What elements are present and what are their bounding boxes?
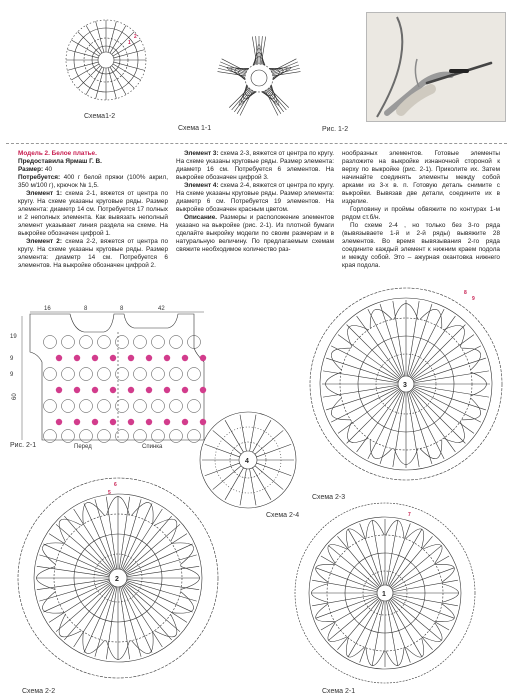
motif-4-dot <box>182 355 188 361</box>
stitch-mark <box>125 584 180 632</box>
motif-circle <box>170 368 183 381</box>
motif-4-dot <box>146 355 152 361</box>
dim-side-total: 60 <box>12 393 18 400</box>
motif-circle <box>152 336 165 349</box>
stitch-mark <box>347 390 401 444</box>
motif-4-dot <box>164 355 170 361</box>
motif-circle <box>116 368 129 381</box>
stitch-mark <box>386 520 397 585</box>
dim-side-b: 9 <box>10 356 14 362</box>
stitch-mark <box>225 420 244 452</box>
stitch-mark <box>412 389 473 434</box>
stitch-mark <box>112 66 135 89</box>
stitch-mark <box>119 587 129 659</box>
motif-circle <box>80 368 93 381</box>
motif-4-dot <box>146 419 152 425</box>
motif-circle <box>116 430 129 443</box>
stitch-mark <box>126 583 187 622</box>
motif-circle <box>44 430 57 443</box>
motif-circle <box>62 368 75 381</box>
stitch-mark <box>74 509 113 570</box>
stitch-mark <box>414 371 489 383</box>
stitch-mark <box>56 524 111 572</box>
motif-circle <box>152 430 165 443</box>
petal-arc <box>461 348 480 370</box>
schema-2-3-row-b: 9 <box>472 296 475 302</box>
stitch-mark <box>56 584 111 632</box>
stitch-mark <box>338 389 399 434</box>
stitch-mark <box>250 415 256 451</box>
motif-4-dot <box>92 355 98 361</box>
stitch-mark <box>393 392 405 467</box>
stitch-mark <box>225 468 244 500</box>
petal-arc <box>59 614 81 636</box>
stitch-mark <box>372 520 383 585</box>
stitch-mark <box>49 534 110 573</box>
schema-2-2-diagram <box>12 472 224 684</box>
stitch-mark <box>232 89 250 110</box>
schema-2-1-caption: Схема 2-1 <box>322 688 356 695</box>
motif-4-dot <box>200 355 206 361</box>
motif-circle <box>170 430 183 443</box>
petal-arc <box>461 398 480 420</box>
svg-text:1: 1 <box>128 40 131 46</box>
stitch-mark <box>256 463 291 476</box>
stitch-mark <box>255 430 283 454</box>
fig-1-2-photo <box>366 12 506 122</box>
stitch-mark <box>125 524 180 572</box>
motif-4-dot <box>74 387 80 393</box>
motif-4-dot <box>56 355 62 361</box>
stitch-mark <box>265 90 278 115</box>
motif-circle <box>80 400 93 413</box>
motif-circle <box>116 400 129 413</box>
schema-2-2-row-a: 5 <box>108 490 111 496</box>
motif-4-dot <box>200 387 206 393</box>
stitch-mark <box>123 586 162 647</box>
motif-4-dot <box>110 419 116 425</box>
stitch-mark <box>112 32 135 55</box>
dim-top-left: 16 <box>44 306 51 312</box>
schema-2-3-center: 3 <box>403 382 407 389</box>
stitch-mark <box>372 601 383 666</box>
stitch-mark <box>357 316 402 377</box>
stitch-mark <box>64 585 112 640</box>
stitch-mark <box>338 335 399 380</box>
motif-circle <box>116 336 129 349</box>
schema-2-2-row-b: 6 <box>114 482 117 488</box>
stitch-mark <box>86 67 102 95</box>
stitch-mark <box>220 62 246 73</box>
motif-circle <box>98 430 111 443</box>
motif-circle <box>188 368 201 381</box>
schema-2-3-row-a: 8 <box>464 290 467 296</box>
stitch-mark <box>124 585 172 640</box>
stitch-mark <box>78 32 101 55</box>
stitch-mark <box>323 385 398 397</box>
schema-2-3-caption: Схема 2-3 <box>312 494 346 501</box>
stitch-mark <box>272 62 298 73</box>
schema-2-2-caption: Схема 2-2 <box>22 688 56 695</box>
fig-1-2-caption: Рис. 1-2 <box>322 126 349 133</box>
petal-arc <box>406 529 424 548</box>
petal-arc <box>59 519 81 541</box>
stitch-mark <box>123 509 162 570</box>
schema-2-2-center: 2 <box>115 576 119 583</box>
stitch-mark <box>255 466 283 490</box>
stitch-mark <box>106 497 116 569</box>
schema-2-4-caption: Схема 2-4 <box>266 512 300 519</box>
motif-circle <box>98 368 111 381</box>
stitch-mark <box>323 371 398 383</box>
motif-circle <box>98 400 111 413</box>
stitch-mark <box>119 497 129 569</box>
motif-circle <box>170 400 183 413</box>
schema-1-2-diagram <box>58 12 154 108</box>
stitch-mark <box>357 390 402 451</box>
text-column-2: Элемент 3: схема 2-3, вяжется от центра по кругу. На схеме указаны круговые ряды. Размер элемента: диаметр 16 см. Потребуется 6 элементов. На выкройке обозначен цифрой 3. Элемент 4: схема 2-4, вяжется от центра по кругу. На схеме указаны круговые ряды. Размер элемента: диаметр 6 см. Потребуется 19 элементов. На выкройке обозначен красным цветом. Описание. Размеры и расположение элементов указано на выкройке (рис. 2-1). Из плотной бумаги сделайте выкройку модели по своим размерам и в натуральную величину. По предлагаемым схемам свяжите необходимое количество раз- <box>176 150 335 253</box>
motif-circle <box>80 430 93 443</box>
stitch-mark <box>412 325 466 379</box>
stitch-mark <box>240 90 253 115</box>
stitch-mark <box>126 534 187 573</box>
stitch-mark <box>393 301 405 376</box>
petal-arc <box>406 638 424 657</box>
schema-1-1-diagram <box>196 22 322 126</box>
petal-arc <box>154 519 176 541</box>
motif-circle <box>152 368 165 381</box>
stitch-mark <box>407 392 419 467</box>
petal-arc <box>154 614 176 636</box>
motif-4-dot <box>146 387 152 393</box>
stitch-mark <box>213 430 241 454</box>
stitch-mark <box>411 390 456 451</box>
front-label: Перед <box>74 444 92 450</box>
section-divider <box>6 143 507 144</box>
stitch-mark <box>49 583 110 622</box>
motif-circle <box>62 336 75 349</box>
motif-4-dot <box>92 419 98 425</box>
stitch-mark <box>37 566 109 576</box>
stitch-mark <box>205 444 240 457</box>
motif-4-dot <box>164 387 170 393</box>
dim-top-right: 42 <box>158 306 165 312</box>
schema-2-4-center: 4 <box>245 458 249 465</box>
stitch-mark <box>412 335 473 380</box>
motif-circle <box>44 336 57 349</box>
back-label: Спинка <box>142 444 163 450</box>
motif-4-dot <box>56 387 62 393</box>
stitch-mark <box>411 316 456 377</box>
motif-4-dot <box>128 355 134 361</box>
motif-circle <box>80 336 93 349</box>
petal-arc <box>331 398 350 420</box>
schema-2-1-diagram <box>290 498 480 688</box>
stitch-mark <box>234 89 250 112</box>
article-title: Модель 2. Белое платье. <box>18 150 97 157</box>
stitch-mark <box>250 469 256 505</box>
article-credit: Предоставила Ярмаш Г. В. <box>18 158 102 165</box>
motif-4-dot <box>74 419 80 425</box>
petal-arc <box>370 439 392 458</box>
motif-circle <box>134 368 147 381</box>
stitch-mark <box>386 601 397 666</box>
schema-1-2-caption: Схема1-2 <box>84 113 116 120</box>
petal-arc <box>346 638 364 657</box>
stitch-mark <box>240 415 246 451</box>
motif-circle <box>62 430 75 443</box>
motif-circle <box>62 400 75 413</box>
text-column-3: нообразных элементов. Готовые элементы разложите на выкройке изнаночной стороной к верху по выкройке (рис. 2-1). Приколите их. Затем начинайте соединять элементы между собой арками из 3-х в. п. Готовую деталь снимите с выкройки. Вывязав две детали, соедините их в изделие. Горловину и проймы обвяжите по контурах 1-м рядом ст.б/н. По схеме 2-4 , но только без 3-го ряда (вывязываете 1-й и 2-й ряды) вывяжите 28 элементов. Во время вывязывания 2-го ряда соедините каждый элемент к нижним краем подола и между собой. Это – ажурная окантовка нижнего края подола. <box>342 150 500 269</box>
schema-2-1-center: 1 <box>382 591 386 598</box>
stitch-mark <box>253 468 272 500</box>
motif-4-dot <box>128 419 134 425</box>
petal-arc <box>346 529 364 548</box>
stitch-mark <box>127 566 199 576</box>
schema-2-1-row-a: 7 <box>408 512 411 518</box>
motif-circle <box>44 400 57 413</box>
motif-4-dot <box>128 387 134 393</box>
stitch-mark <box>106 587 116 659</box>
fig-2-1-caption: Рис. 2-1 <box>10 442 37 449</box>
stitch-mark <box>127 579 199 589</box>
petal-arc <box>420 309 442 328</box>
schema-2-3-diagram <box>304 282 508 486</box>
stitch-mark <box>240 469 246 505</box>
motif-4-dot <box>182 419 188 425</box>
stitch-mark <box>268 89 286 110</box>
schema-1-1-caption: Схема 1-1 <box>178 125 212 132</box>
stitch-mark <box>124 516 172 571</box>
motif-4-dot <box>164 419 170 425</box>
stitch-mark <box>110 67 126 95</box>
dim-side-c: 9 <box>10 372 14 378</box>
petal-arc <box>370 309 392 328</box>
motif-circle <box>134 430 147 443</box>
motif-4-dot <box>56 419 62 425</box>
dim-side-a: 19 <box>10 334 17 340</box>
stitch-mark <box>407 301 419 376</box>
motif-circle <box>152 400 165 413</box>
petal-arc <box>331 348 350 370</box>
stitch-mark <box>267 89 283 112</box>
motif-circle <box>134 336 147 349</box>
stitch-mark <box>253 420 272 452</box>
motif-4-dot <box>182 387 188 393</box>
stitch-mark <box>113 64 141 80</box>
dim-top-mid-b: 8 <box>120 306 124 312</box>
text-column-1: Модель 2. Белое платье. Предоставила Ярмаш Г. В. Размер: 40 Потребуется: 400 г белой пряжи (100% акрил, 350 м/100 г), крючок № 1,5. Элемент 1: схема 2-1, вяжется от центра по кругу. На схеме указаны круговые ряды. Размер элемента: диаметр 14 см. Потребуется 17 полных и 2 неполных элемента. Как вывязать неполный элемент указывает линия раздела на схеме. На выкройке обозначен цифрой 1. Элемент 2: схема 2-2, вяжется от центра по кругу. На схеме указаны круговые ряды. Размер элемента: диаметр 14 см. Потребуется 6 элементов. На выкройке обозначен цифрой 2. <box>18 150 169 269</box>
stitch-mark <box>256 444 291 457</box>
dim-top-mid-a: 8 <box>84 306 88 312</box>
stitch-mark <box>78 66 101 89</box>
motif-4-dot <box>92 387 98 393</box>
stitch-mark <box>64 516 112 571</box>
svg-text:2: 2 <box>134 34 137 40</box>
stitch-mark <box>347 325 401 379</box>
motif-circle <box>134 400 147 413</box>
stitch-mark <box>414 385 489 397</box>
motif-4-dot <box>110 355 116 361</box>
stitch-mark <box>412 390 466 444</box>
stitch-mark <box>37 579 109 589</box>
motif-circle <box>44 368 57 381</box>
petal-arc <box>420 439 442 458</box>
fig-2-1-pattern <box>8 302 208 452</box>
motif-circle <box>98 336 111 349</box>
motif-4-dot <box>110 387 116 393</box>
motif-4-dot <box>74 355 80 361</box>
motif-circle <box>170 336 183 349</box>
stitch-mark <box>71 64 99 80</box>
stitch-mark <box>74 586 113 647</box>
